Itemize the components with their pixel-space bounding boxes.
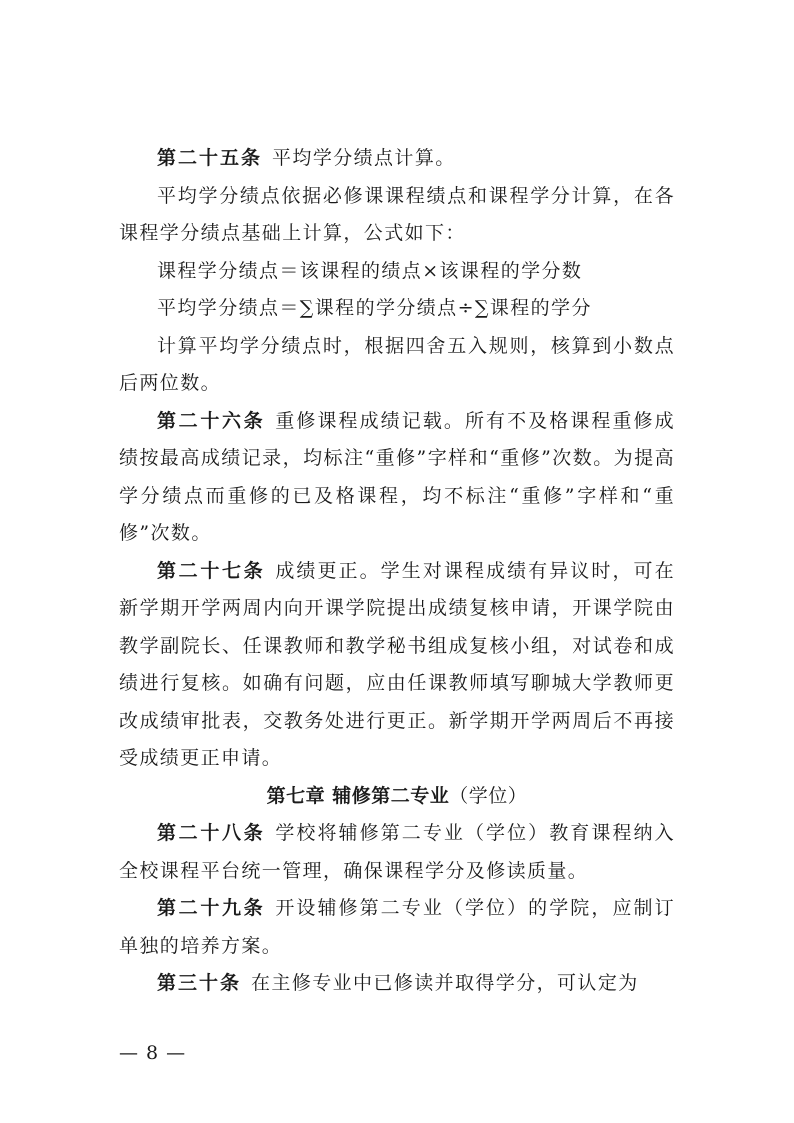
article-30-body: 在主修专业中已修读并取得学分，可认定为	[251, 972, 639, 994]
article-28-body: 学校将辅修第二专业（学位）教育课程纳入全校课程平台统一管理，确保课程学分及修读质量。	[119, 822, 675, 882]
article-25-rounding-rule: 计算平均学分绩点时，根据四舍五入规则，核算到小数点后两位数。	[119, 334, 675, 394]
article-29	[119, 890, 675, 965]
article-25-title: 平均学分绩点计算。	[272, 147, 456, 169]
article-27	[119, 553, 675, 778]
article-29-number: 第二十九条	[157, 897, 266, 919]
article-30-number: 第三十条	[157, 972, 242, 994]
chapter-7-title: 第七章 辅修第二专业	[266, 784, 450, 807]
chapter-7-heading	[119, 778, 675, 816]
article-26-number: 第二十六条	[157, 409, 266, 432]
article-26-body: 重修课程成绩记载。所有不及格课程重修成绩按最高成绩记录，均标注“重修”字样和“重修”次数。为提高学分绩点而重修的已及格课程，均不标注“重修”字样和“重修”次数。	[119, 409, 675, 544]
article-25-body: 平均学分绩点依据必修课课程绩点和课程学分计算，在各课程学分绩点基础上计算，公式如下：	[119, 184, 675, 244]
article-27-number: 第二十七条	[157, 559, 266, 582]
article-28	[119, 815, 675, 890]
article-25-formula-course-gpa: 课程学分绩点＝该课程的绩点×该课程的学分数	[157, 259, 583, 282]
article-27-body: 成绩更正。学生对课程成绩有异议时，可在新学期开学两周内向开课学院提出成绩复核申请，开课学院由教学副院长、任课教师和教学秘书组成复核小组，对试卷和成绩进行复核。如确有问题，应由任课教师填写聊城大学教师更改成绩审批表，交教务处进行更正。新学期开学两周后不再接受成绩更正申请。	[119, 559, 675, 769]
article-28-number: 第二十八条	[157, 822, 266, 844]
page-number: — 8 —	[119, 1042, 187, 1064]
article-29-body: 开设辅修第二专业（学位）的学院，应制订单独的培养方案。	[119, 897, 675, 957]
chapter-7-subtitle: （学位）	[449, 784, 528, 807]
article-30	[119, 965, 675, 1003]
article-26	[119, 403, 675, 553]
article-25-formula-average-gpa: 平均学分绩点＝∑课程的学分绩点÷∑课程的学分	[157, 297, 592, 319]
document-page	[119, 140, 675, 1003]
article-25-heading	[119, 140, 675, 178]
article-25-number: 第二十五条	[157, 147, 263, 169]
